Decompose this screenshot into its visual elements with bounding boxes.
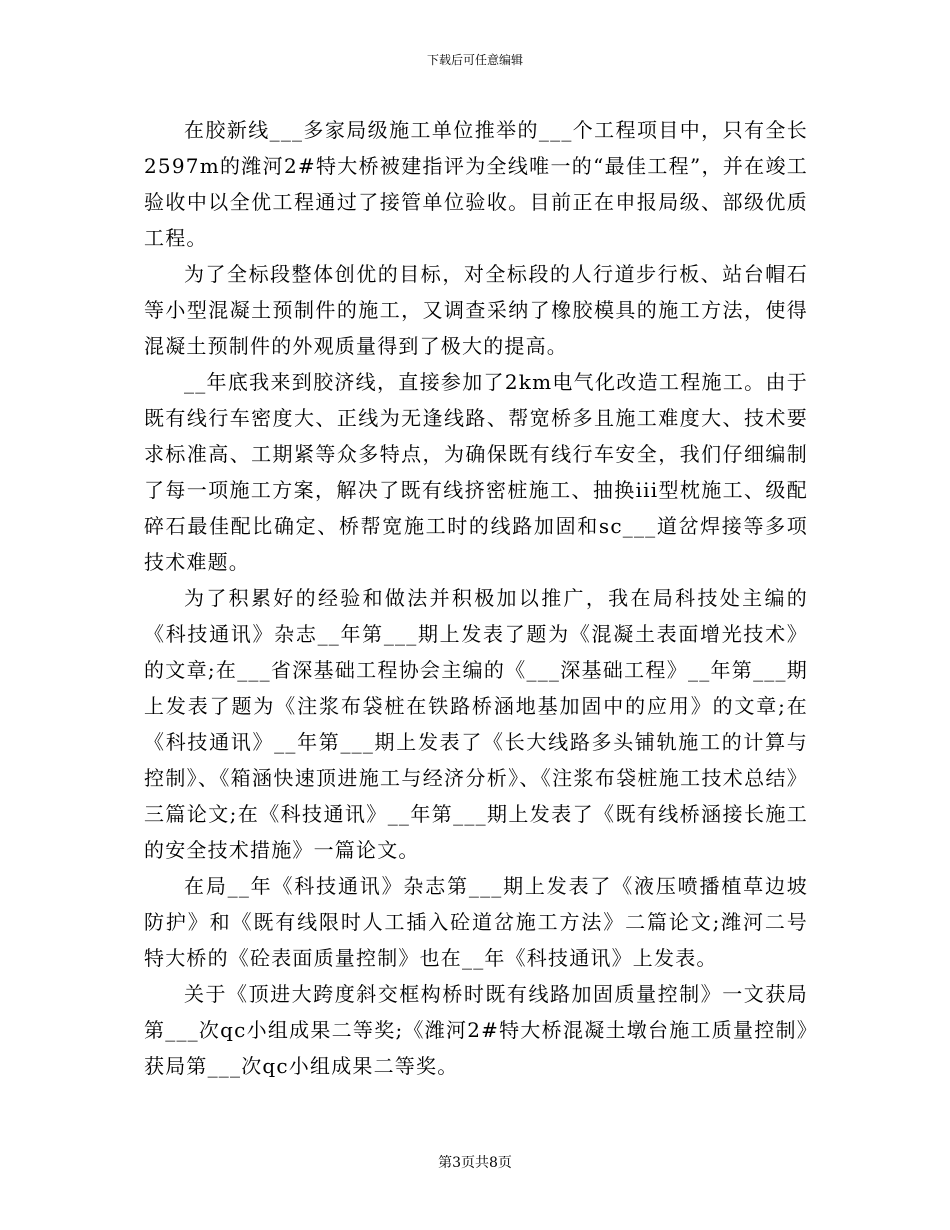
paragraph-6: 关于《顶进大跨度斜交框构桥时既有线路加固质量控制》一文获局第___次qc小组成果二等奖;《潍河2#特大桥混凝土墩台施工质量控制》获局第___次qc小组成果二等奖。 bbox=[144, 982, 808, 1078]
document-body bbox=[144, 112, 808, 1084]
paragraph-2: 为了全标段整体创优的目标，对全标段的人行道步行板、站台帽石等小型混凝土预制件的施工，又调查采纳了橡胶模具的施工方法，使得混凝土预制件的外观质量得到了极大的提高。 bbox=[144, 262, 808, 358]
paragraph-5: 在局__年《科技通讯》杂志第___期上发表了《液压喷播植草边坡防护》和《既有线限时人工插入砼道岔施工方法》二篇论文;潍河二号特大桥的《砼表面质量控制》也在__年《科技通讯》上发表。 bbox=[144, 874, 808, 970]
page-header: 下载后可任意编辑 bbox=[426, 53, 523, 67]
paragraph-1: 在胶新线___多家局级施工单位推举的___个工程项目中，只有全长2597m的潍河2#特大桥被建指评为全线唯一的“最佳工程”，并在竣工验收中以全优工程通过了接管单位验收。目前正在申报局级、部级优质工程。 bbox=[144, 118, 808, 250]
paragraph-3: __年底我来到胶济线，直接参加了2km电气化改造工程施工。由于既有线行车密度大、正线为无逢线路、帮宽桥多且施工难度大、技术要求标准高、工期紧等众多特点，为确保既有线行车安全，我们仔细编制了每一项施工方案，解决了既有线挤密桩施工、抽换iii型枕施工、级配碎石最佳配比确定、桥帮宽施工时的线路加固和sc___道岔焊接等多项技术难题。 bbox=[144, 370, 808, 574]
page-number-footer: 第3页共8页 bbox=[438, 1155, 512, 1171]
paragraph-4: 为了积累好的经验和做法并积极加以推广，我在局科技处主编的《科技通讯》杂志__年第___期上发表了题为《混凝土表面增光技术》的文章;在___省深基础工程协会主编的《___深基础工程》__年第___期上发表了题为《注浆布袋桩在铁路桥涵地基加固中的应用》的文章;在《科技通讯》__年第___期上发表了《长大线路多头铺轨施工的计算与控制》、《箱涵快速顶进施工与经济分析》、《注浆布袋桩施工技术总结》三篇论文;在《科技通讯》__年第___期上发表了《既有线桥涵接长施工的安全技术措施》一篇论文。 bbox=[144, 586, 808, 862]
